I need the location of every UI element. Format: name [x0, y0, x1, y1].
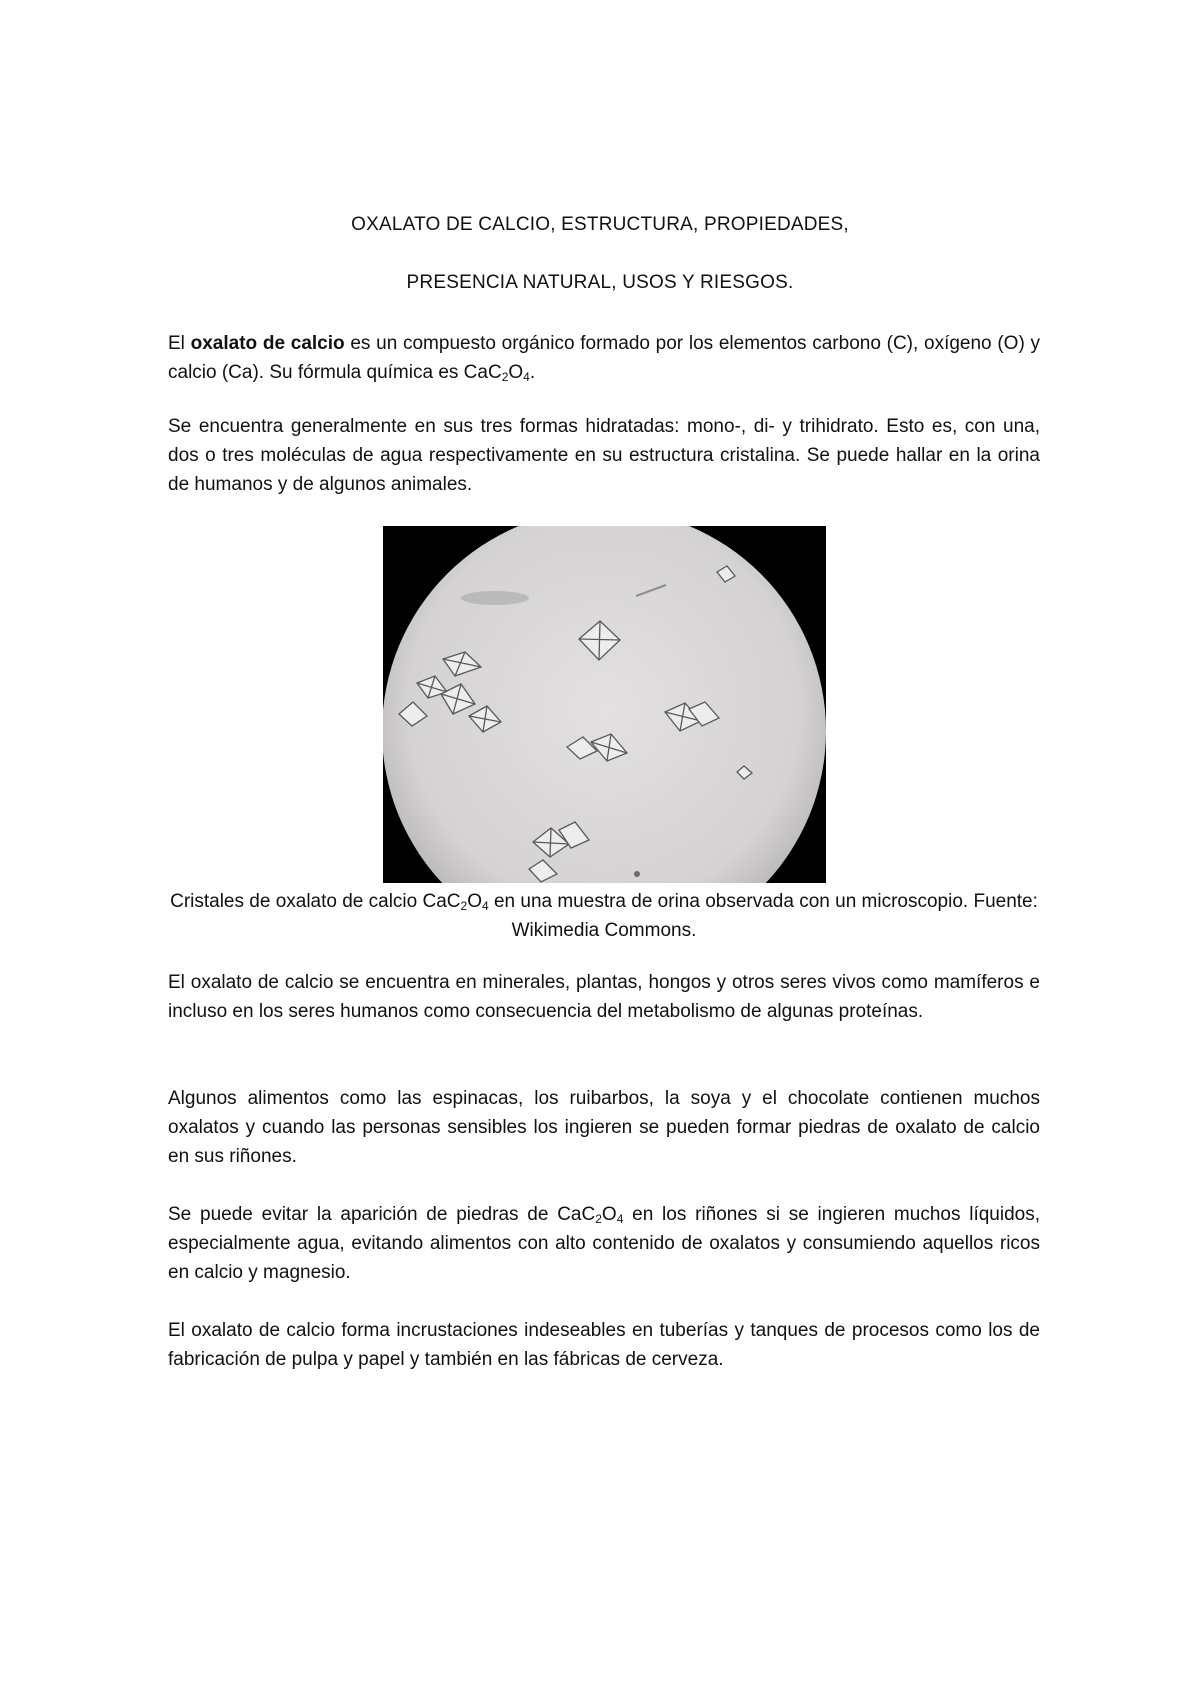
caption-formula: $CaC_2O_4$ [422, 891, 489, 913]
p1-text-start: El [168, 333, 191, 354]
p1-text-end: . [529, 362, 536, 383]
figure-caption [168, 887, 1040, 945]
caption-text-end: en una muestra de orina observada con un microscopio. Fuente: Wikimedia Commons. [488, 891, 1038, 941]
p5-formula: $CaC_2O_4$ [557, 1204, 624, 1226]
paragraph-industrial: El oxalato de calcio forma incrustaciones indeseables en tuberías y tanques de procesos como los de fabricación de pulpa y papel y también en las fábricas de cerveza. [168, 1320, 1040, 1370]
paragraph-prevention [168, 1200, 1040, 1287]
paragraph-hydrates: Se encuentra generalmente en sus tres formas hidratadas: mono-, di- y trihidrato. Esto es, con una, dos o tres moléculas de agua respectivamente en su estructura cristalina. Se puede hallar en la orina de humanos y de algunos animales. [168, 416, 1040, 495]
title-line-1: OXALATO DE CALCIO, ESTRUCTURA, PROPIEDADES, [351, 214, 849, 235]
title-line-2: PRESENCIA NATURAL, USOS Y RIESGOS. [406, 272, 794, 293]
paragraph-definition [168, 329, 1040, 387]
caption-text-start: Cristales de oxalato de calcio [170, 891, 423, 912]
microscope-crystals-illustration [383, 526, 826, 883]
p1-formula: $CaC_2O_4$ [463, 362, 530, 384]
p1-bold-term: oxalato de calcio [190, 333, 345, 354]
p5-text-start: Se puede evitar la aparición de piedras de [168, 1204, 558, 1225]
paragraph-natural-presence: El oxalato de calcio se encuentra en minerales, plantas, hongos y otros seres vivos como mamíferos e incluso en los seres humanos como consecuencia del metabolismo de algunas proteínas. [168, 972, 1040, 1022]
p5-text-end: en los riñones si se ingieren muchos líquidos, especialmente agua, evitando alimentos con alto contenido de oxalatos y consumiendo aquellos ricos en calcio y magnesio. [168, 1204, 1040, 1283]
paragraph-foods: Algunos alimentos como las espinacas, los ruibarbos, la soya y el chocolate contienen muchos oxalatos y cuando las personas sensibles los ingieren se pueden formar piedras de oxalato de calcio en sus riñones. [168, 1088, 1040, 1167]
p1-text-mid: es un compuesto orgánico formado por los elementos carbono (C), oxígeno (O) y calcio (Ca). Su fórmula química es [168, 333, 1040, 383]
microscope-image [383, 526, 826, 883]
